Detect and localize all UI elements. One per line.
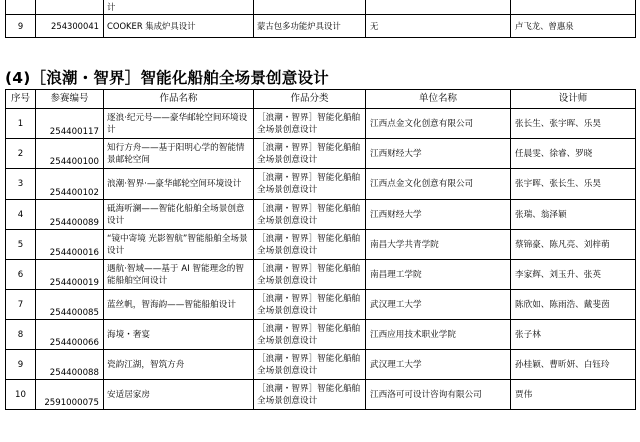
row-name: 海境・奢宴 <box>104 320 254 350</box>
row-category: ［浪潮・智界］智能化船舶全场景创意设计 <box>254 320 366 350</box>
previous-section-table <box>5 0 636 38</box>
row-designers: 陈欣如、陈雨浩、戴斐茵 <box>511 290 636 320</box>
row-name: 蓝丝帆，智海韵——智能船舶设计 <box>104 290 254 320</box>
row-unit: 南昌理工学院 <box>366 260 511 290</box>
row-designers: 蔡锦豪、陈凡亮、刘梓萌 <box>511 230 636 260</box>
row-code: 254300041 <box>36 15 104 38</box>
row-index: 1 <box>6 109 36 139</box>
row-code: 254400088 <box>36 350 104 380</box>
row-name: 瓷韵江湖，智筑方舟 <box>104 350 254 380</box>
row-index: 4 <box>6 200 36 230</box>
row-unit: 江西洛可可设计咨询有限公司 <box>366 380 511 410</box>
row-unit: 武汉理工大学 <box>366 350 511 380</box>
table-row <box>6 230 636 260</box>
row-unit: 无 <box>366 15 511 38</box>
row-name: “镜中寄境 光影智航”智能船舶全场景设计 <box>104 230 254 260</box>
row-category: ［浪潮・智界］智能化船舶全场景创意设计 <box>254 290 366 320</box>
header-category: 作品分类 <box>254 90 366 109</box>
header-designers: 设计师 <box>511 90 636 109</box>
row-code: 254400100 <box>36 139 104 169</box>
row-code: 254400117 <box>36 109 104 139</box>
table-row <box>6 290 636 320</box>
row-code: 2591000075 <box>36 380 104 410</box>
table-row <box>6 15 636 38</box>
row-name: COOKER 集成炉具设计 <box>104 15 254 38</box>
row-name: 浪潮·智界·—豪华邮轮空间环境设计 <box>104 169 254 200</box>
row-category: ［浪潮・智界］智能化船舶全场景创意设计 <box>254 200 366 230</box>
row-designers: 张瑞、翁泽颖 <box>511 200 636 230</box>
row-name: 安适居家房 <box>104 380 254 410</box>
row-index: 8 <box>6 320 36 350</box>
row-index: 10 <box>6 380 36 410</box>
row-index: 6 <box>6 260 36 290</box>
row-unit: 南昌大学共青学院 <box>366 230 511 260</box>
row-index: 9 <box>6 350 36 380</box>
row-category: ［浪潮・智界］智能化船舶全场景创意设计 <box>254 169 366 200</box>
table-row-fragment <box>6 0 636 15</box>
row-code: 254400085 <box>36 290 104 320</box>
row-designers: 贾伟 <box>511 380 636 410</box>
row-category: ［浪潮・智界］智能化船舶全场景创意设计 <box>254 139 366 169</box>
row-category: ［浪潮・智界］智能化船舶全场景创意设计 <box>254 350 366 380</box>
row-index: 2 <box>6 139 36 169</box>
row-category: ［浪潮・智界］智能化船舶全场景创意设计 <box>254 230 366 260</box>
row-code: 254400016 <box>36 230 104 260</box>
row-index: 3 <box>6 169 36 200</box>
row-index: 9 <box>6 15 36 38</box>
row-index: 5 <box>6 230 36 260</box>
table-row <box>6 169 636 200</box>
row-unit: 江西点金文化创意有限公司 <box>366 169 511 200</box>
row-designers: 张长生、张宇晖、乐昊 <box>511 109 636 139</box>
row-name: 砥海听澜——智能化船舶全场景创意设计 <box>104 200 254 230</box>
row-name: 知行方舟——基于阳明心学的智能情景邮轮空间 <box>104 139 254 169</box>
fragment-name-tail: 计 <box>104 0 254 15</box>
row-code: 254400089 <box>36 200 104 230</box>
header-name: 作品名称 <box>104 90 254 109</box>
row-category: 蒙古包多功能炉具设计 <box>254 15 366 38</box>
row-designers: 卢飞龙、曾惠泉 <box>511 15 636 38</box>
row-designers: 李家辉、刘玉升、张英 <box>511 260 636 290</box>
header-unit: 单位名称 <box>366 90 511 109</box>
entries-table <box>5 89 636 410</box>
table-row <box>6 200 636 230</box>
table-row <box>6 380 636 410</box>
header-idx: 序号 <box>6 90 36 109</box>
row-code: 254400066 <box>36 320 104 350</box>
row-unit: 江西点金文化创意有限公司 <box>366 109 511 139</box>
row-designers: 孙桂颖、曹昕妍、白钰玲 <box>511 350 636 380</box>
row-category: ［浪潮・智界］智能化船舶全场景创意设计 <box>254 380 366 410</box>
row-category: ［浪潮・智界］智能化船舶全场景创意设计 <box>254 109 366 139</box>
table-row <box>6 260 636 290</box>
table-row <box>6 320 636 350</box>
table-row <box>6 109 636 139</box>
table-row <box>6 350 636 380</box>
row-unit: 江西财经大学 <box>366 139 511 169</box>
row-unit: 武汉理工大学 <box>366 290 511 320</box>
row-unit: 江西应用技术职业学院 <box>366 320 511 350</box>
row-index: 7 <box>6 290 36 320</box>
table-row <box>6 139 636 169</box>
row-designers: 任晨雯、徐睿、罗晓 <box>511 139 636 169</box>
row-designers: 张子林 <box>511 320 636 350</box>
table-header-row <box>6 90 636 109</box>
row-code: 254400102 <box>36 169 104 200</box>
row-unit: 江西财经大学 <box>366 200 511 230</box>
row-name: 逐浪·纪元号——豪华邮轮空间环境设计 <box>104 109 254 139</box>
section-title: (4)［浪潮・智界］智能化船舶全场景创意设计 <box>5 69 329 87</box>
row-name: 遇航·智域——基于 AI 智能理念的智能船舶空间设计 <box>104 260 254 290</box>
row-designers: 张宇晖、张长生、乐昊 <box>511 169 636 200</box>
row-code: 254400019 <box>36 260 104 290</box>
row-category: ［浪潮・智界］智能化船舶全场景创意设计 <box>254 260 366 290</box>
header-code: 参赛编号 <box>36 90 104 109</box>
